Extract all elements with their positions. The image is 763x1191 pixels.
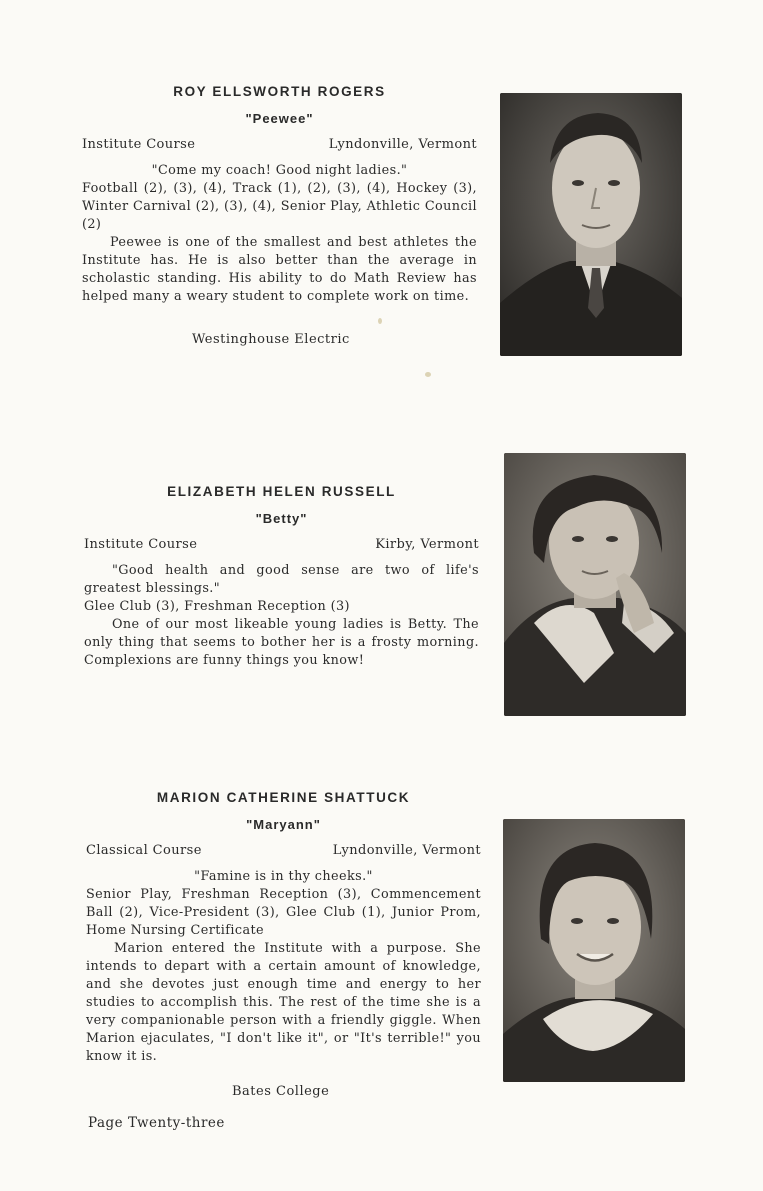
student-name: MARION CATHERINE SHATTUCK xyxy=(156,790,411,805)
paper-speck xyxy=(378,318,382,324)
paper-speck xyxy=(425,372,431,377)
bio-text xyxy=(84,562,479,670)
course-name: Institute Course xyxy=(84,537,198,552)
student-name: ROY ELLSWORTH ROGERS xyxy=(173,84,386,99)
hometown: Kirby, Vermont xyxy=(375,537,479,552)
future-plans: Bates College xyxy=(232,1084,330,1099)
quote: "Good health and good sense are two of life's greatest blessings." xyxy=(84,563,479,596)
student-name: ELIZABETH HELEN RUSSELL xyxy=(167,484,396,499)
bio-text xyxy=(86,868,481,1066)
entry-shattuck xyxy=(86,788,481,1108)
description: One of our most likeable young ladies is Betty. The only thing that seems to bother her is a frosty morning. Complexions are funny things you know! xyxy=(84,617,479,668)
student-nickname: "Betty" xyxy=(255,511,308,526)
description: Peewee is one of the smallest and best athletes the Institute has. He is also better than the average in scholastic standing. His ability to do Math Review has helped many a weary student to complete work on time. xyxy=(82,235,477,304)
page-number: Page Twenty-three xyxy=(88,1115,225,1131)
course-name: Institute Course xyxy=(82,137,196,152)
quote: "Come my coach! Good night ladies." xyxy=(151,163,408,178)
activities: Football (2), (3), (4), Track (1), (2), (3), (4), Hockey (3), Winter Carnival (2), (3), (4), Senior Play, Athletic Council (2) xyxy=(82,181,477,232)
activities: Senior Play, Freshman Reception (3), Commencement Ball (2), Vice-President (3), Glee Club (1), Junior Prom, Home Nursing Certificate xyxy=(86,887,481,938)
course-name: Classical Course xyxy=(86,843,202,858)
entry-russell xyxy=(84,482,479,702)
future-plans: Westinghouse Electric xyxy=(192,332,350,347)
quote: "Famine is in thy cheeks." xyxy=(194,869,373,884)
hometown: Lyndonville, Vermont xyxy=(328,137,477,152)
portrait-photo-rogers xyxy=(500,93,682,356)
activities: Glee Club (3), Freshman Reception (3) xyxy=(84,599,350,614)
portrait-photo-shattuck xyxy=(503,819,685,1082)
hometown: Lyndonville, Vermont xyxy=(332,843,481,858)
portrait-photo-russell xyxy=(504,453,686,716)
description: Marion entered the Institute with a purpose. She intends to depart with a certain amount of knowledge, and she devotes just enough time and energy to her studies to accomplish this. The rest of the time she is a very companionable person with a friendly giggle. When Marion ejaculates, "I don't like it", or "It's terrible!" you know it is. xyxy=(86,941,481,1064)
student-nickname: "Peewee" xyxy=(245,111,314,126)
student-nickname: "Maryann" xyxy=(246,817,321,832)
bio-text xyxy=(82,162,477,306)
entry-rogers xyxy=(82,82,477,362)
